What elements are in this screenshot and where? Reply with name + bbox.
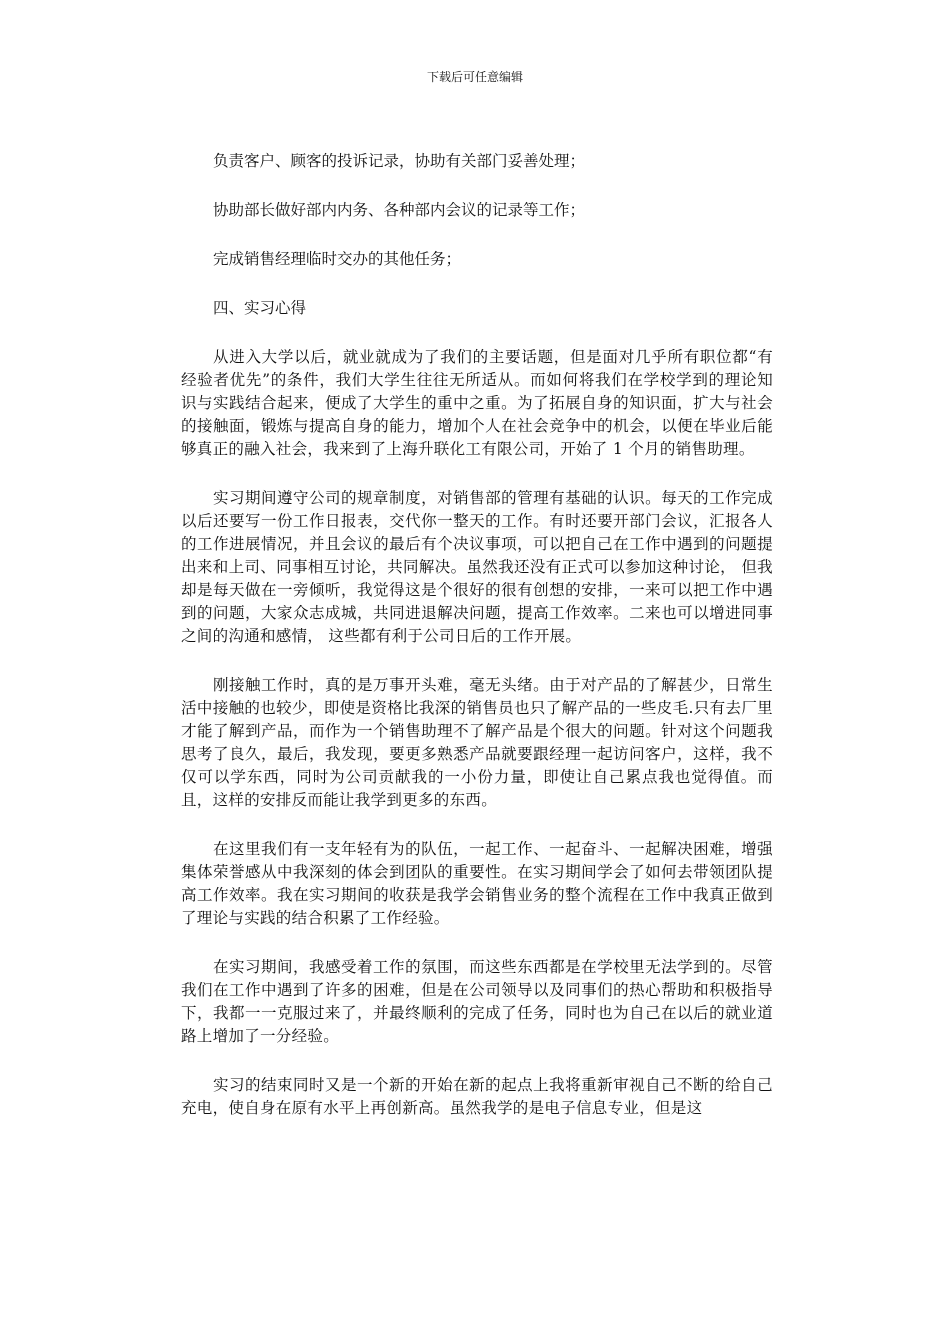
page-header: 下载后可任意编辑 [426, 70, 523, 84]
paragraph: 从进入大学以后，就业就成为了我们的主要话题，但是面对几乎所有职位都“有经验者优先”的条件，我们大学生往往无所适从。而如何将我们在学校学到的理论知识与实践结合起来，便成了大学生的重中之重。为了拓展自身的知识面，扩大与社会的接触面，锻炼与提高自身的能力，增加个人在社会竞争中的机会，以便在毕业后能够真正的融入社会，我来到了上海升联化工有限公司，开始了 1 个月的销售助理。 [181, 348, 773, 458]
paragraph: 在这里我们有一支年轻有为的队伍，一起工作、一起奋斗、一起解决困难，增强集体荣誉感从中我深刻的体会到团队的重要性。在实习期间学会了如何去带领团队提高工作效率。我在实习期间的收获是我学会销售业务的整个流程在工作中我真正做到了理论与实践的结合积累了工作经验。 [181, 840, 773, 927]
section-heading: 四、实习心得 [213, 299, 307, 317]
duty-item-records: 协助部长做好部内内务、各种部内会议的记录等工作； [213, 201, 586, 219]
paragraph: 在实习期间，我感受着工作的氛围，而这些东西都是在学校里无法学到的。尽管我们在工作中遇到了许多的困难，但是在公司领导以及同事们的热心帮助和积极指导下，我都一一克服过来了，并最终顺利的完成了任务，同时也为自己在以后的就业道路上增加了一分经验。 [181, 958, 773, 1045]
duty-item-other-tasks: 完成销售经理临时交办的其他任务； [213, 250, 462, 268]
paragraph: 实习的结束同时又是一个新的开始在新的起点上我将重新审视自己不断的给自己充电，使自身在原有水平上再创新高。虽然我学的是电子信息专业，但是这 [181, 1076, 773, 1117]
document-body [181, 150, 773, 1120]
paragraph: 刚接触工作时，真的是万事开头难，毫无头绪。由于对产品的了解甚少，日常生活中接触的也较少，即使是资格比我深的销售员也只了解产品的一些皮毛.只有去厂里才能了解到产品，而作为一个销售助理不了解产品是个很大的问题。针对这个问题我思考了良久，最后，我发现，要更多熟悉产品就要跟经理一起访问客户，这样，我不仅可以学东西，同时为公司贡献我的一小份力量，即使让自己累点我也觉得值。而且，这样的安排反而能让我学到更多的东西。 [181, 676, 773, 809]
paragraph: 实习期间遵守公司的规章制度，对销售部的管理有基础的认识。每天的工作完成以后还要写一份工作日报表，交代你一整天的工作。有时还要开部门会议，汇报各人的工作进展情况，并且会议的最后有个决议事项，可以把自己在工作中遇到的问题提出来和上司、同事相互讨论，共同解决。虽然我还没有正式可以参加这种讨论， 但我却是每天做在一旁倾听，我觉得这是个很好的很有创想的安排，一来可以把工作中遇到的问题，大家众志成城，共同进退解决问题，提高工作效率。二来也可以增进同事之间的沟通和感情， 这些都有利于公司日后的工作开展。 [181, 489, 773, 645]
duty-item-complaints: 负责客户、顾客的投诉记录，协助有关部门妥善处理； [213, 152, 586, 170]
